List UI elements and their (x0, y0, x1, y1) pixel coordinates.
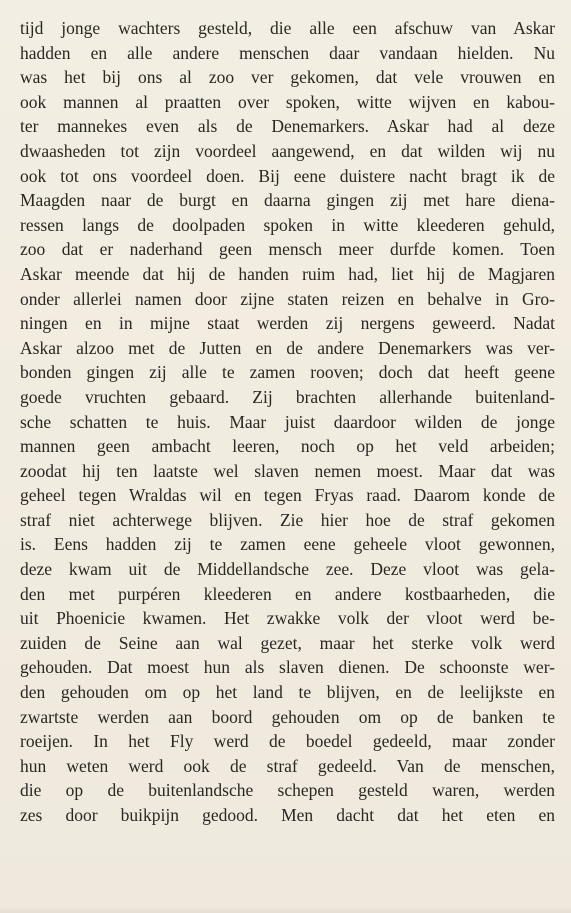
text-line: zuiden de Seine aan wal gezet, maar het sterke volk werd (20, 632, 555, 653)
text-line: zwartste werden aan boord gehouden om op de banken te (20, 706, 555, 727)
text-line: ter mannekes even als de Denemarkers. Askar had al deze (20, 116, 555, 137)
text-line: goede vruchten gebaard. Zij brachten allerhande buitenland- (20, 386, 555, 407)
text-line: zoodat hij ten laatste wel slaven nemen moest. Maar dat was (20, 460, 555, 481)
text-line: mannen geen ambacht leeren, noch op het veld arbeiden; (20, 436, 555, 457)
text-line: dwaasheden tot zijn voordeel aangewend, en dat wilden wij nu (20, 140, 555, 161)
text-line: ook tot ons voordeel doen. Bij eene duistere nacht bragt ik de (20, 165, 555, 186)
text-line: onder allerlei namen door zijne staten reizen en behalve in Gro- (20, 288, 555, 309)
text-line: die op de buitenlandsche schepen gesteld waren, werden (20, 780, 555, 801)
text-line: uit Phoenicie kwamen. Het zwakke volk der vloot werd be- (20, 608, 555, 629)
text-line: ningen en in mijne staat werden zij nergens geweerd. Nadat (20, 313, 555, 334)
text-line: straf niet achterwege blijven. Zie hier hoe de straf gekomen (20, 509, 555, 530)
text-line: Askar alzoo met de Jutten en de andere Denemarkers was ver- (20, 337, 555, 358)
page-edge-shadow (0, 907, 571, 913)
text-line: zes door buikpijn gedood. Men dacht dat het eten en (20, 805, 555, 825)
text-line: geheel tegen Wraldas wil en tegen Fryas raad. Daarom konde de (20, 485, 555, 506)
text-line: Askar meende dat hij de handen ruim had, liet hij de Magjaren (20, 263, 555, 284)
text-line: zoo dat er naderhand geen mensch meer durfde komen. Toen (20, 239, 555, 260)
text-line: tijd jonge wachters gesteld, die alle een afschuw van Askar (20, 18, 555, 38)
text-line: was het bij ons al zoo ver gekomen, dat vele vrouwen en (20, 67, 555, 88)
text-line: gehouden. Dat moest hun als slaven dienen. De schoonste wer- (20, 657, 555, 678)
text-line: hun weten werd ook de straf gedeeld. Van de menschen, (20, 755, 555, 776)
body-text (20, 16, 555, 828)
text-line: roeijen. In het Fly werd de boedel gedeeld, maar zonder (20, 731, 555, 752)
text-line: bonden gingen zij alle te zamen rooven; doch dat heeft geene (20, 362, 555, 383)
text-line: is. Eens hadden zij te zamen eene geheele vloot gewonnen, (20, 534, 555, 555)
text-line: den gehouden om op het land te blijven, en de leelijkste en (20, 682, 555, 703)
text-line: ressen langs de doolpaden spoken in witte kleederen gehuld, (20, 214, 555, 235)
text-line: ook mannen al praatten over spoken, witte wijven en kabou- (20, 91, 555, 112)
text-line: hadden en alle andere menschen daar vandaan hielden. Nu (20, 42, 555, 63)
text-line: deze kwam uit de Middellandsche zee. Deze vloot was gela- (20, 559, 555, 580)
text-line: sche schatten te huis. Maar juist daardoor wilden de jonge (20, 411, 555, 432)
text-line: den met purpéren kleederen en andere kostbaarheden, die (20, 583, 555, 604)
text-line: Maagden naar de burgt en daarna gingen zij met hare diena- (20, 190, 555, 211)
